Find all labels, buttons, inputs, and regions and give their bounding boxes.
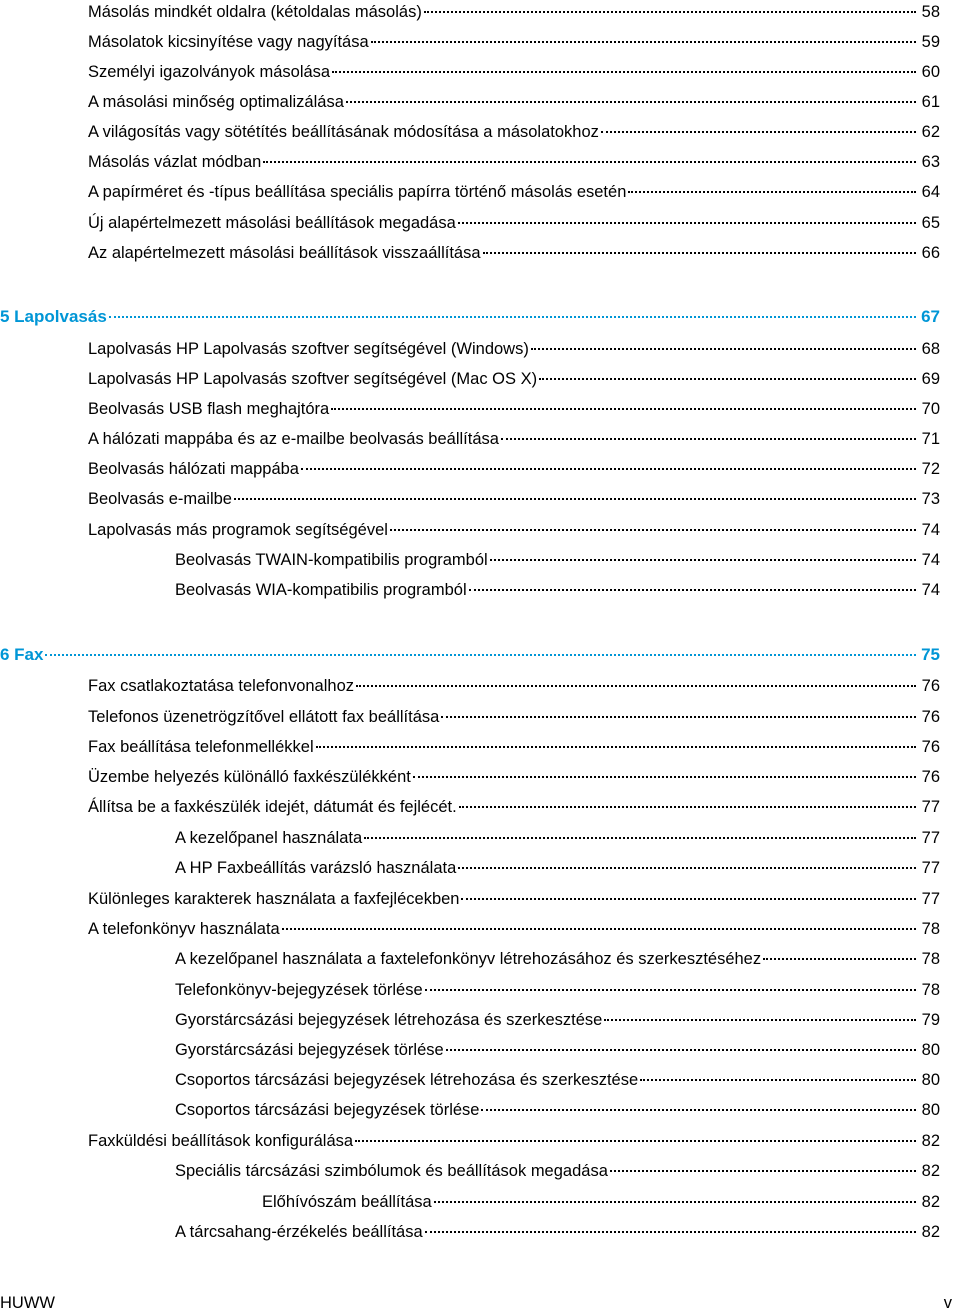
dot-leader	[234, 494, 916, 500]
toc-entry-title: Másolatok kicsinyítése vagy nagyítása	[88, 33, 369, 51]
toc-entry-page: 75	[921, 645, 940, 664]
toc-entry-page: 65	[921, 214, 940, 232]
toc-entry[interactable]	[262, 1190, 940, 1214]
toc-entry[interactable]	[175, 947, 940, 971]
toc-entry-title: A papírméret és -típus beállítása speciális papírra történő másolás esetén	[88, 183, 627, 201]
toc-entry-page: 77	[921, 829, 940, 847]
toc-entry-title: 5 Lapolvasás	[0, 307, 107, 326]
toc-entry-page: 79	[921, 1011, 940, 1029]
toc-entry-page: 76	[921, 677, 940, 695]
toc-entry[interactable]	[175, 578, 940, 602]
toc-entry[interactable]	[175, 1068, 940, 1092]
toc-entry-page: 80	[921, 1101, 940, 1119]
toc-entry[interactable]	[175, 826, 940, 850]
dot-leader	[109, 312, 916, 318]
dot-leader	[316, 742, 916, 748]
dot-leader	[263, 157, 916, 163]
toc-entry-page: 61	[921, 93, 940, 111]
toc-entry[interactable]	[88, 30, 940, 54]
toc-entry[interactable]	[88, 1129, 940, 1153]
dot-leader	[356, 681, 916, 687]
toc-entry-page: 74	[921, 551, 940, 569]
toc-entry[interactable]	[88, 90, 940, 114]
toc-entry-page: 78	[921, 920, 940, 938]
toc-entry[interactable]	[88, 120, 940, 144]
toc-entry[interactable]	[175, 1008, 940, 1032]
dot-leader	[45, 650, 916, 656]
toc-entry[interactable]	[175, 548, 940, 572]
dot-leader	[490, 555, 916, 561]
toc-entry-page: 66	[921, 244, 940, 262]
toc-entry-title: Gyorstárcsázási bejegyzések létrehozása és szerkesztése	[175, 1011, 603, 1029]
toc-entry-title: Különleges karakterek használata a faxfejlécekben	[88, 890, 460, 908]
toc-entry-title: Beolvasás e-mailbe	[88, 490, 232, 508]
toc-entry[interactable]	[88, 397, 940, 421]
dot-leader	[331, 404, 916, 410]
toc-entry-title: Beolvasás WIA-kompatibilis programból	[175, 581, 467, 599]
toc-entry-title: Lapolvasás HP Lapolvasás szoftver segítségével (Windows)	[88, 340, 529, 358]
toc-entry-title: A másolási minőség optimalizálása	[88, 93, 344, 111]
dot-leader	[441, 712, 916, 718]
toc-entry[interactable]	[88, 241, 940, 265]
toc-entry-page: 74	[921, 581, 940, 599]
toc-entry-title: A hálózati mappába és az e-mailbe beolvasás beállítása	[88, 430, 499, 448]
dot-leader	[601, 127, 916, 133]
toc-entry-page: 71	[921, 430, 940, 448]
toc-entry-title: Másolás vázlat módban	[88, 153, 262, 171]
toc-entry-page: 74	[921, 521, 940, 539]
toc-entry-title: Új alapértelmezett másolási beállítások megadása	[88, 214, 456, 232]
dot-leader	[425, 1227, 916, 1233]
toc-entry-title: Faxküldési beállítások konfigurálása	[88, 1132, 354, 1150]
dot-leader	[628, 187, 916, 193]
toc-entry[interactable]	[88, 795, 940, 819]
toc-entry[interactable]	[88, 887, 940, 911]
toc-entry[interactable]	[88, 337, 940, 361]
dot-leader	[610, 1166, 916, 1172]
toc-entry[interactable]	[175, 856, 940, 880]
toc-entry[interactable]	[88, 917, 940, 941]
toc-entry-title: Beolvasás USB flash meghajtóra	[88, 400, 330, 418]
toc-entry-page: 82	[921, 1193, 940, 1211]
toc-entry-page: 77	[921, 859, 940, 877]
toc-entry[interactable]	[175, 1220, 940, 1244]
toc-entry[interactable]	[175, 1038, 940, 1062]
toc-entry-page: 78	[921, 950, 940, 968]
toc-entry-page: 77	[921, 890, 940, 908]
toc-entry-page: 80	[921, 1041, 940, 1059]
toc-entry-title: Csoportos tárcsázási bejegyzések törlése	[175, 1101, 480, 1119]
toc-entry[interactable]	[88, 0, 940, 24]
dot-leader	[483, 248, 916, 254]
toc-entry[interactable]	[88, 211, 940, 235]
dot-leader	[346, 97, 916, 103]
toc-entry-page: 62	[921, 123, 940, 141]
toc-entry-page: 59	[921, 33, 940, 51]
toc-entry-title: Előhívószám beállítása	[262, 1193, 432, 1211]
toc-entry-title: A tárcsahang-érzékelés beállítása	[175, 1223, 423, 1241]
toc-entry-page: 68	[921, 340, 940, 358]
dot-leader	[640, 1075, 916, 1081]
toc-entry[interactable]	[88, 457, 940, 481]
toc-entry-page: 63	[921, 153, 940, 171]
toc-entry[interactable]	[175, 1098, 940, 1122]
toc-entry-title: A kezelőpanel használata a faxtelefonkönyv létrehozásához és szerkesztéséhez	[175, 950, 762, 968]
toc-entry-page: 70	[921, 400, 940, 418]
toc-entry-title: Üzembe helyezés különálló faxkészülékként	[88, 768, 411, 786]
dot-leader	[459, 802, 916, 808]
toc-entry-page: 76	[921, 708, 940, 726]
toc-entry-title: Az alapértelmezett másolási beállítások visszaállítása	[88, 244, 481, 262]
toc-entry-title: A világosítás vagy sötétítés beállításának módosítása a másolatokhoz	[88, 123, 599, 141]
toc-entry-title: Csoportos tárcsázási bejegyzések létrehozása és szerkesztése	[175, 1071, 639, 1089]
toc-entry[interactable]	[88, 765, 940, 789]
toc-entry[interactable]	[88, 674, 940, 698]
toc-entry-page: 82	[921, 1162, 940, 1180]
dot-leader	[434, 1197, 916, 1203]
toc-entry-page: 64	[921, 183, 940, 201]
toc-chapter[interactable]	[0, 305, 940, 329]
toc-entry-title: Személyi igazolványok másolása	[88, 63, 331, 81]
toc-entry-title: Állítsa be a faxkészülék idejét, dátumát és fejlécét.	[88, 798, 457, 816]
toc-entry[interactable]	[88, 518, 940, 542]
dot-leader	[364, 833, 916, 839]
dot-leader	[332, 67, 916, 73]
toc-entry-page: 67	[921, 307, 940, 326]
toc-entry-page: 78	[921, 981, 940, 999]
dot-leader	[282, 924, 916, 930]
dot-leader	[355, 1136, 916, 1142]
dot-leader	[461, 894, 916, 900]
toc-entry-page: 73	[921, 490, 940, 508]
toc-entry-title: Beolvasás hálózati mappába	[88, 460, 299, 478]
dot-leader	[301, 464, 916, 470]
toc-entry-title: A telefonkönyv használata	[88, 920, 280, 938]
footer-brand: HUWW	[0, 1294, 55, 1312]
toc-entry-page: 60	[921, 63, 940, 81]
toc-entry-page: 69	[921, 370, 940, 388]
toc-chapter[interactable]	[0, 643, 940, 667]
dot-leader	[501, 434, 916, 440]
toc-entry[interactable]	[88, 487, 940, 511]
toc-entry-page: 76	[921, 738, 940, 756]
toc-entry-page: 72	[921, 460, 940, 478]
toc-entry-page: 77	[921, 798, 940, 816]
dot-leader	[371, 37, 916, 43]
dot-leader	[481, 1105, 916, 1111]
toc-entry-title: 6 Fax	[0, 645, 44, 664]
dot-leader	[413, 772, 916, 778]
toc-entry-title: Fax csatlakoztatása telefonvonalhoz	[88, 677, 354, 695]
dot-leader	[604, 1015, 916, 1021]
toc-entry-page: 82	[921, 1223, 940, 1241]
toc-entry[interactable]	[175, 1159, 940, 1183]
dot-leader	[424, 7, 916, 13]
toc-entry-title: Telefonkönyv-bejegyzések törlése	[175, 981, 423, 999]
toc-entry-title: Beolvasás TWAIN-kompatibilis programból	[175, 551, 488, 569]
toc-entry-page: 58	[921, 3, 940, 21]
toc-entry-title: A kezelőpanel használata	[175, 829, 363, 847]
dot-leader	[458, 218, 916, 224]
toc-entry-title: Speciális tárcsázási szimbólumok és beállítások megadása	[175, 1162, 608, 1180]
dot-leader	[390, 525, 916, 531]
toc-entry[interactable]	[88, 705, 940, 729]
footer-page-number: v	[943, 1294, 952, 1312]
toc-entry[interactable]	[88, 180, 940, 204]
toc-entry-title: Fax beállítása telefonmellékkel	[88, 738, 314, 756]
dot-leader	[425, 985, 916, 991]
dot-leader	[458, 863, 916, 869]
toc-entry[interactable]	[88, 60, 940, 84]
toc-entry-title: Lapolvasás HP Lapolvasás szoftver segítségével (Mac OS X)	[88, 370, 538, 388]
toc-entry[interactable]	[88, 735, 940, 759]
toc-entry-page: 80	[921, 1071, 940, 1089]
dot-leader	[763, 954, 916, 960]
toc-entry-title: Lapolvasás más programok segítségével	[88, 521, 388, 539]
toc-entry-title: A HP Faxbeállítás varázsló használata	[175, 859, 457, 877]
toc-entry[interactable]	[88, 427, 940, 451]
toc-entry-title: Telefonos üzenetrögzítővel ellátott fax beállítása	[88, 708, 440, 726]
dot-leader	[539, 374, 916, 380]
toc-entry-title: Másolás mindkét oldalra (kétoldalas másolás)	[88, 3, 422, 21]
toc-entry-page: 76	[921, 768, 940, 786]
dot-leader	[531, 344, 916, 350]
toc-entry[interactable]	[88, 150, 940, 174]
toc-entry-page: 82	[921, 1132, 940, 1150]
dot-leader	[469, 585, 916, 591]
toc-entry[interactable]	[88, 367, 940, 391]
dot-leader	[446, 1045, 916, 1051]
toc-entry[interactable]	[175, 978, 940, 1002]
toc-entry-title: Gyorstárcsázási bejegyzések törlése	[175, 1041, 444, 1059]
